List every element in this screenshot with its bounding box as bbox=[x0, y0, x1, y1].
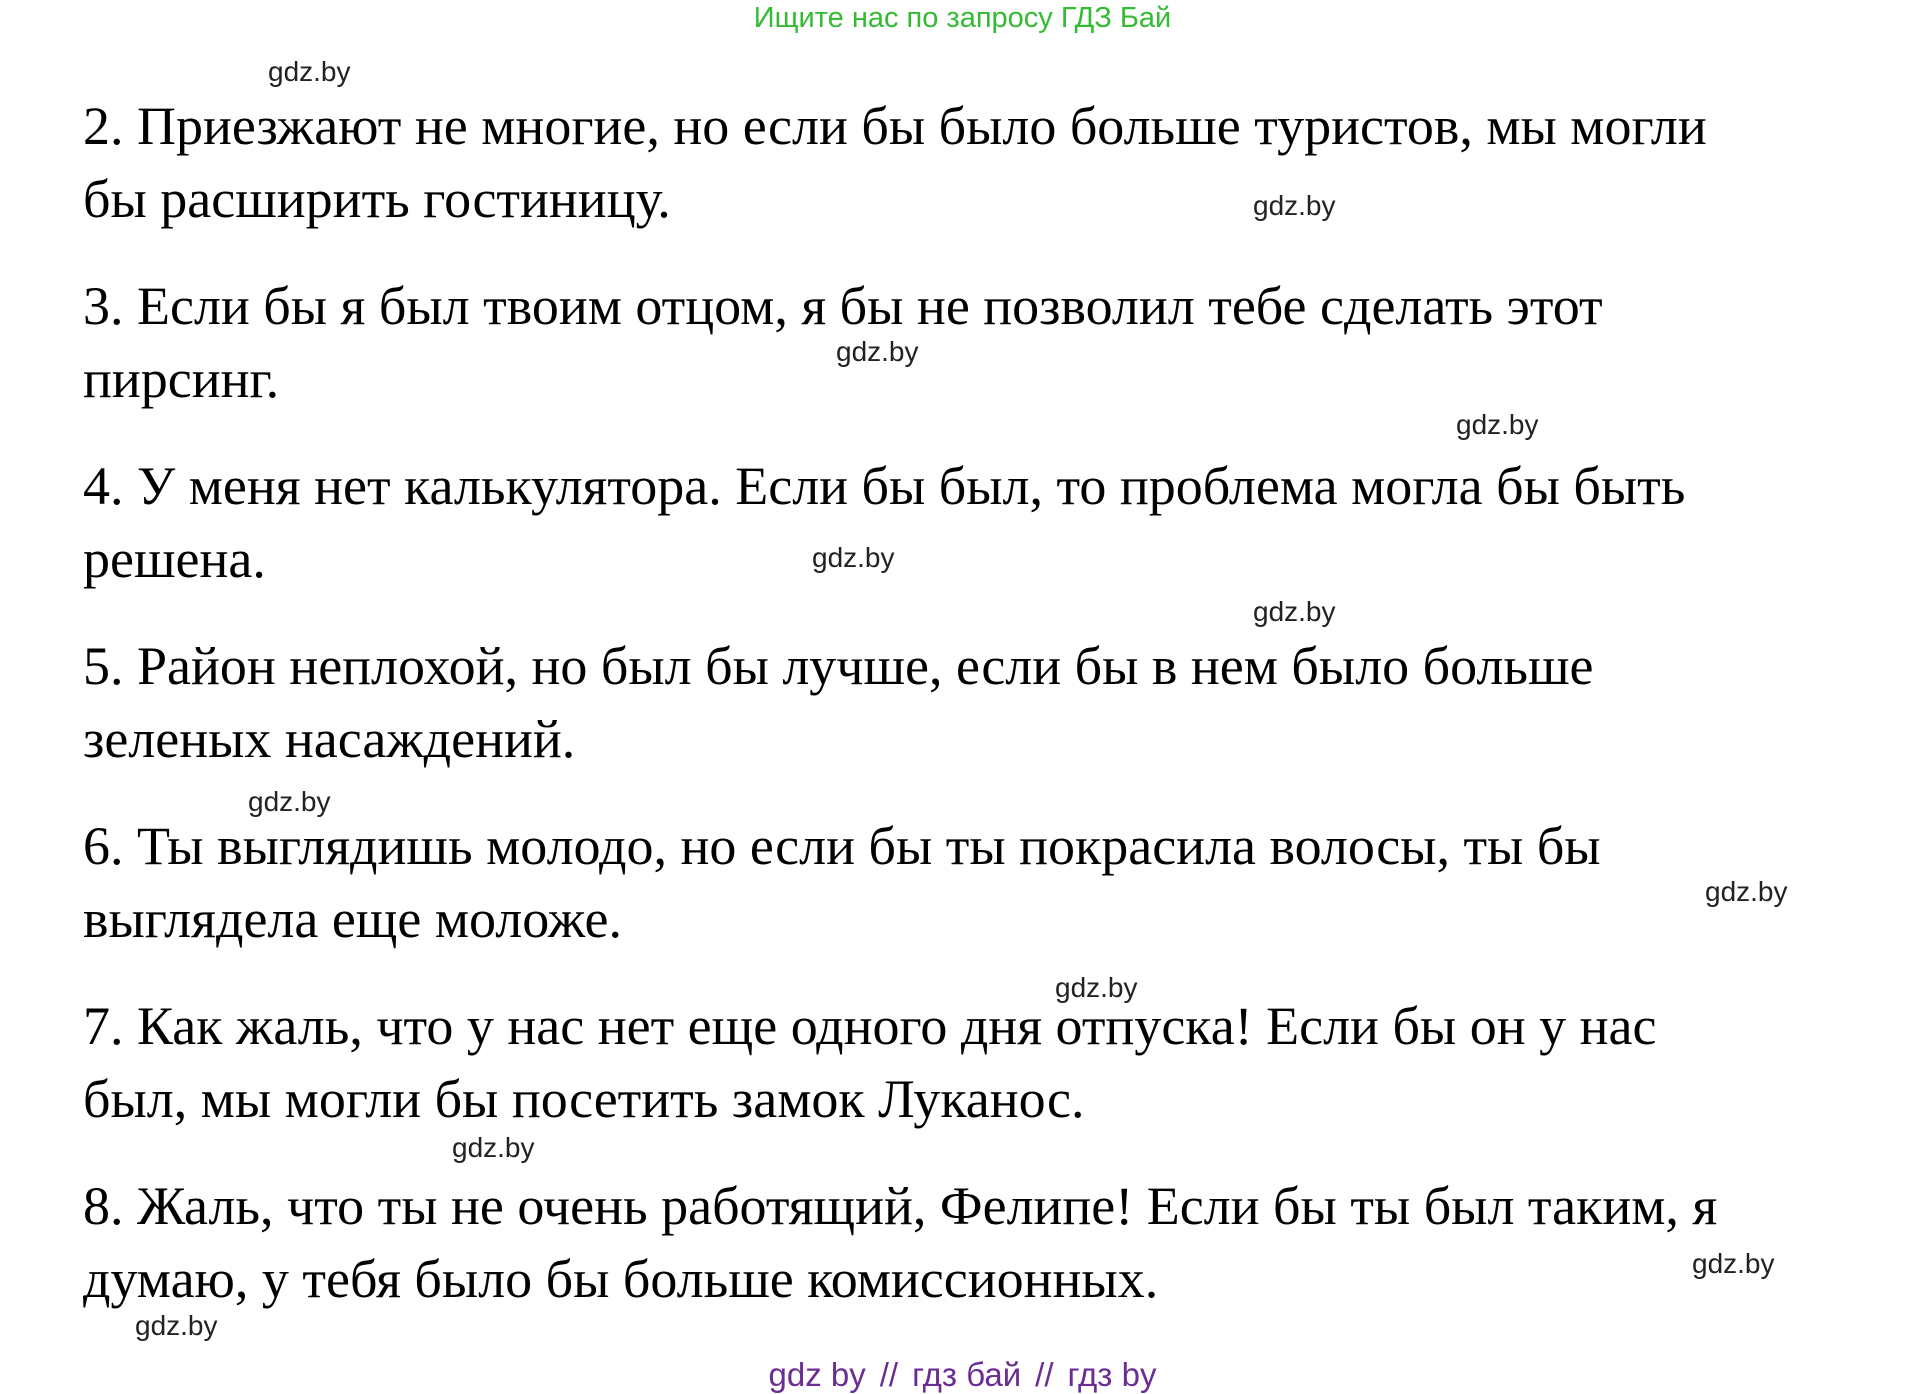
watermark: gdz.by bbox=[1705, 876, 1788, 907]
watermark: gdz.by bbox=[452, 1132, 535, 1163]
answer-8-line-1: 8. Жаль, что ты не очень работящий, Фелипе! Если бы ты был таким, я bbox=[83, 1176, 1718, 1236]
watermark: gdz.by bbox=[812, 542, 895, 573]
footer-links bbox=[0, 1357, 1925, 1393]
answer-8 bbox=[83, 1170, 1883, 1316]
answer-4-line-2: решена. bbox=[83, 529, 266, 589]
answer-3-line-2: пирсинг. bbox=[83, 349, 280, 409]
answer-8-line-2: думаю, у тебя было бы больше комиссионных. bbox=[83, 1249, 1159, 1309]
answer-5-line-1: 5. Район неплохой, но был бы лучше, если бы в нем было больше bbox=[83, 636, 1594, 696]
answer-7 bbox=[83, 990, 1883, 1136]
watermark: gdz.by bbox=[836, 336, 919, 367]
footer-link-gdz-by[interactable]: gdz by bbox=[768, 1356, 866, 1393]
answer-3-line-1: 3. Если бы я был твоим отцом, я бы не позволил тебе сделать этот bbox=[83, 276, 1603, 336]
answer-5-line-2: зеленых насаждений. bbox=[83, 709, 576, 769]
watermark: gdz.by bbox=[268, 56, 351, 87]
watermark: gdz.by bbox=[1253, 190, 1336, 221]
watermark: gdz.by bbox=[1253, 596, 1336, 627]
answer-7-line-1: 7. Как жаль, что у нас нет еще одного дня отпуска! Если бы он у нас bbox=[83, 996, 1657, 1056]
footer-separator: // bbox=[1035, 1356, 1054, 1393]
answer-4 bbox=[83, 450, 1883, 596]
answer-4-line-1: 4. У меня нет калькулятора. Если бы был, то проблема могла бы быть bbox=[83, 456, 1686, 516]
search-hint-banner: Ищите нас по запросу ГДЗ Бай bbox=[753, 2, 1172, 34]
answer-2-line-2: бы расширить гостиницу. bbox=[83, 169, 671, 229]
answer-6 bbox=[83, 810, 1883, 956]
footer-link-gdz-bai[interactable]: гдз бай bbox=[912, 1356, 1022, 1393]
answer-3 bbox=[83, 270, 1883, 416]
answer-2-line-1: 2. Приезжают не многие, но если бы было больше туристов, мы могли bbox=[83, 96, 1707, 156]
answer-2 bbox=[83, 90, 1883, 236]
watermark: gdz.by bbox=[135, 1310, 218, 1341]
watermark: gdz.by bbox=[1456, 409, 1539, 440]
watermark: gdz.by bbox=[1692, 1248, 1775, 1279]
answer-6-line-2: выглядела еще моложе. bbox=[83, 889, 622, 949]
answer-7-line-2: был, мы могли бы посетить замок Луканос. bbox=[83, 1069, 1085, 1129]
watermark: gdz.by bbox=[1055, 972, 1138, 1003]
watermark: gdz.by bbox=[248, 786, 331, 817]
footer-link-gdz-by-cyr[interactable]: гдз by bbox=[1067, 1356, 1157, 1393]
answer-6-line-1: 6. Ты выглядишь молодо, но если бы ты покрасила волосы, ты бы bbox=[83, 816, 1601, 876]
footer-separator: // bbox=[879, 1356, 899, 1393]
answer-5 bbox=[83, 630, 1883, 776]
